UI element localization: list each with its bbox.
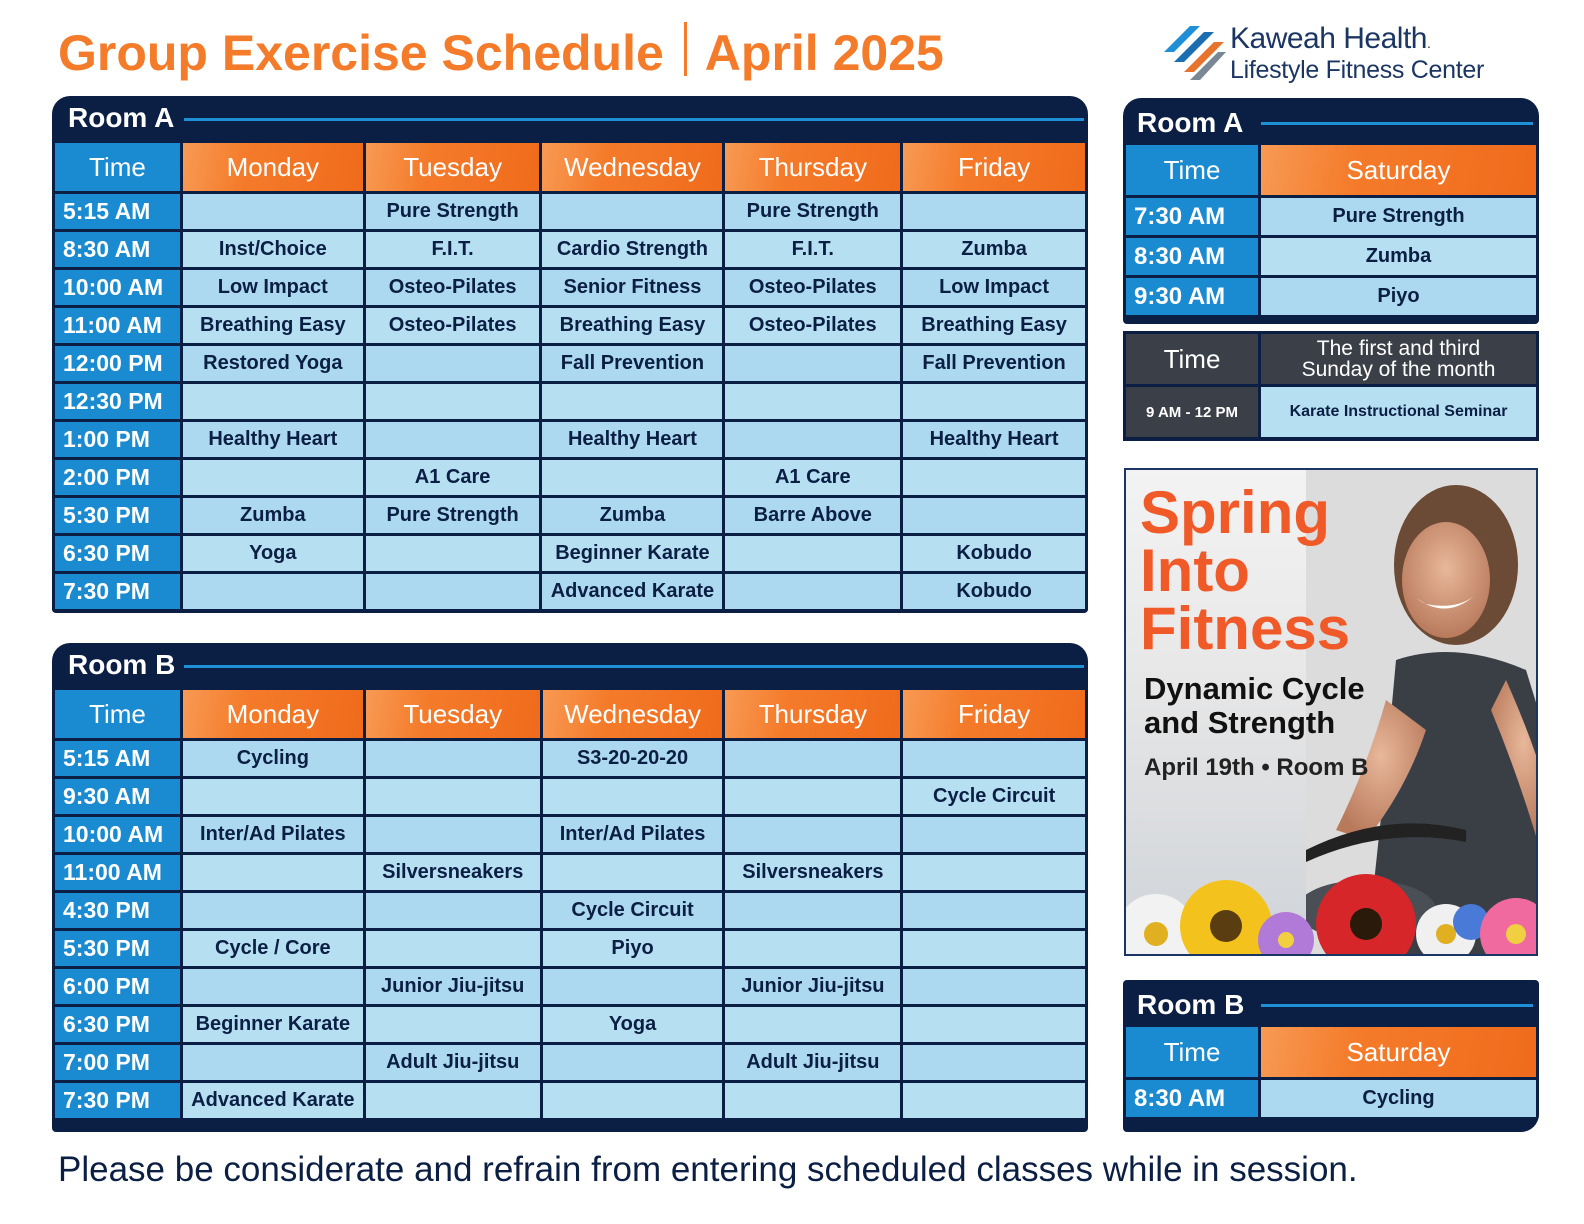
class-cell [725, 346, 900, 381]
room-b-saturday-title: Room B [1137, 989, 1245, 1020]
saturday-header: Saturday [1261, 145, 1536, 195]
class-cell: Cycle / Core [183, 931, 363, 966]
sunday-header-line1: The first and third [1316, 337, 1481, 360]
table-row [55, 741, 1085, 776]
kaweah-logo [1160, 22, 1510, 90]
class-cell: Cycling [1261, 1080, 1536, 1117]
room-b-saturday-table [1123, 1024, 1539, 1120]
class-cell [903, 1007, 1085, 1042]
class-cell [366, 1083, 540, 1118]
time-cell: 10:00 AM [55, 817, 180, 852]
class-cell: Barre Above [725, 498, 900, 533]
class-cell [903, 384, 1085, 419]
class-cell: Piyo [1261, 278, 1536, 315]
time-cell: 6:00 PM [55, 969, 180, 1004]
class-cell [725, 422, 900, 457]
table-row [55, 422, 1085, 457]
class-cell: Osteo-Pilates [366, 270, 540, 305]
class-cell [183, 779, 363, 814]
time-cell: 4:30 PM [55, 893, 180, 928]
class-cell: Fall Prevention [542, 346, 722, 381]
class-cell: Cardio Strength [542, 232, 722, 267]
promo-headline-line2: Into [1140, 537, 1250, 604]
class-cell: Advanced Karate [183, 1083, 363, 1118]
class-cell [366, 741, 540, 776]
class-cell: Osteo-Pilates [725, 270, 900, 305]
table-row [1126, 198, 1536, 235]
table-header-row [55, 143, 1085, 191]
sunday-special [1123, 331, 1539, 441]
class-cell [366, 779, 540, 814]
class-cell [903, 498, 1085, 533]
class-cell: Zumba [542, 498, 722, 533]
class-cell: Cycle Circuit [903, 779, 1085, 814]
class-cell: F.I.T. [725, 232, 900, 267]
class-cell: Osteo-Pilates [366, 308, 540, 343]
table-row [55, 308, 1085, 343]
time-header: Time [1126, 1027, 1258, 1077]
class-cell [543, 1083, 723, 1118]
class-cell: Beginner Karate [183, 1007, 363, 1042]
class-cell [543, 779, 723, 814]
day-header-thursday: Thursday [725, 143, 900, 191]
footer-note: Please be considerate and refrain from entering scheduled classes while in session. [58, 1150, 1358, 1189]
promo-subheadline [1144, 672, 1365, 740]
table-header-row [55, 690, 1085, 738]
header-rule [1261, 122, 1533, 125]
time-cell: 9:30 AM [1126, 278, 1258, 315]
time-cell: 7:30 PM [55, 1083, 180, 1118]
sunday-header-line2: Sunday of the month [1301, 358, 1496, 381]
class-cell: Zumba [183, 498, 363, 533]
class-cell: Yoga [543, 1007, 723, 1042]
table-row [55, 1083, 1085, 1118]
time-cell: 2:00 PM [55, 460, 180, 495]
class-cell: Kobudo [903, 536, 1085, 571]
time-cell: 7:30 AM [1126, 198, 1258, 235]
class-cell [725, 817, 900, 852]
room-a-header [52, 96, 1088, 140]
sunday-header [1261, 334, 1536, 384]
class-cell [903, 855, 1085, 890]
day-header-tuesday: Tuesday [366, 690, 540, 738]
time-cell: 9:30 AM [55, 779, 180, 814]
table-row [1126, 1080, 1536, 1117]
class-cell [725, 384, 900, 419]
class-cell: Senior Fitness [542, 270, 722, 305]
class-cell [903, 741, 1085, 776]
class-cell [725, 1007, 900, 1042]
table-row [55, 855, 1085, 890]
class-cell: Breathing Easy [542, 308, 722, 343]
class-cell [366, 1007, 540, 1042]
class-cell: Fall Prevention [903, 346, 1085, 381]
logo-stripes-icon [1160, 22, 1226, 82]
day-header-monday: Monday [183, 143, 363, 191]
flowers-image [1126, 864, 1538, 954]
class-cell [903, 194, 1085, 229]
time-header: Time [55, 690, 180, 738]
class-cell [366, 574, 540, 609]
day-header-monday: Monday [183, 690, 363, 738]
table-row [1126, 238, 1536, 275]
saturday-header: Saturday [1261, 1027, 1536, 1077]
table-row [55, 893, 1085, 928]
table-row [55, 194, 1085, 229]
table-row [55, 817, 1085, 852]
class-cell [183, 574, 363, 609]
room-a-saturday-header [1123, 98, 1539, 142]
room-b-saturday [1123, 980, 1539, 1132]
class-cell: Yoga [183, 536, 363, 571]
time-cell: 5:15 AM [55, 741, 180, 776]
logo-name: Kaweah Health. [1230, 22, 1431, 55]
day-header-wednesday: Wednesday [542, 143, 722, 191]
class-cell [725, 1083, 900, 1118]
class-cell: Adult Jiu-jitsu [366, 1045, 540, 1080]
sunday-class: Karate Instructional Seminar [1261, 387, 1536, 437]
class-cell: Osteo-Pilates [725, 308, 900, 343]
room-a-table [52, 140, 1088, 612]
table-row [55, 536, 1085, 571]
class-cell: Pure Strength [725, 194, 900, 229]
room-b-title: Room B [68, 649, 176, 680]
class-cell [543, 855, 723, 890]
time-cell: 7:00 PM [55, 1045, 180, 1080]
promo-headline-line3: Fitness [1140, 595, 1351, 662]
class-cell [542, 460, 722, 495]
class-cell [366, 893, 540, 928]
class-cell: A1 Care [725, 460, 900, 495]
class-cell: Silversneakers [725, 855, 900, 890]
time-cell: 6:30 PM [55, 1007, 180, 1042]
spring-fitness-promo [1124, 468, 1538, 956]
promo-detail: April 19th • Room B [1144, 754, 1369, 781]
class-cell: Kobudo [903, 574, 1085, 609]
promo-headline [1140, 479, 1351, 662]
class-cell [903, 931, 1085, 966]
class-cell [183, 460, 363, 495]
day-header-wednesday: Wednesday [543, 690, 723, 738]
class-cell [543, 1045, 723, 1080]
time-cell: 10:00 AM [55, 270, 180, 305]
class-cell: Breathing Easy [183, 308, 363, 343]
class-cell [903, 1083, 1085, 1118]
time-cell: 11:00 AM [55, 855, 180, 890]
time-cell: 1:00 PM [55, 422, 180, 457]
day-header-tuesday: Tuesday [366, 143, 540, 191]
class-cell [542, 384, 722, 419]
table-row [55, 1045, 1085, 1080]
class-cell [183, 384, 363, 419]
class-cell [366, 931, 540, 966]
class-cell: Inst/Choice [183, 232, 363, 267]
class-cell: Junior Jiu-jitsu [725, 969, 900, 1004]
time-cell: 8:30 AM [1126, 1080, 1258, 1117]
class-cell: Piyo [543, 931, 723, 966]
class-cell [183, 893, 363, 928]
day-header-friday: Friday [903, 690, 1085, 738]
class-cell: Beginner Karate [542, 536, 722, 571]
day-header-thursday: Thursday [725, 690, 900, 738]
class-cell: F.I.T. [366, 232, 540, 267]
class-cell [725, 893, 900, 928]
table-row [55, 931, 1085, 966]
time-cell: 11:00 AM [55, 308, 180, 343]
class-cell: Restored Yoga [183, 346, 363, 381]
class-cell [183, 855, 363, 890]
class-cell [366, 346, 540, 381]
class-cell: S3-20-20-20 [543, 741, 723, 776]
class-cell: Cycling [183, 741, 363, 776]
class-cell [366, 536, 540, 571]
class-cell [725, 931, 900, 966]
class-cell [542, 194, 722, 229]
class-cell: Adult Jiu-jitsu [725, 1045, 900, 1080]
class-cell: Zumba [1261, 238, 1536, 275]
time-cell: 5:30 PM [55, 498, 180, 533]
class-cell: Cycle Circuit [543, 893, 723, 928]
day-header-friday: Friday [903, 143, 1085, 191]
class-cell: Pure Strength [1261, 198, 1536, 235]
room-a-saturday-title: Room A [1137, 107, 1244, 138]
class-cell [543, 969, 723, 1004]
logo-subtitle: Lifestyle Fitness Center [1230, 56, 1485, 84]
promo-sub-line2: and Strength [1144, 705, 1336, 740]
header-rule [184, 665, 1084, 668]
class-cell: Healthy Heart [542, 422, 722, 457]
class-cell: Zumba [903, 232, 1085, 267]
room-a-saturday [1123, 98, 1539, 324]
class-cell [903, 1045, 1085, 1080]
header-rule [1261, 1004, 1533, 1007]
time-cell: 12:30 PM [55, 384, 180, 419]
title-month: April 2025 [704, 25, 944, 81]
page-title [58, 22, 944, 82]
class-cell [366, 384, 540, 419]
time-header: Time [1126, 334, 1258, 384]
room-a-title: Room A [68, 102, 175, 133]
class-cell [183, 969, 363, 1004]
class-cell [903, 893, 1085, 928]
room-b-schedule [52, 643, 1088, 1132]
time-cell: 8:30 AM [1126, 238, 1258, 275]
class-cell: Inter/Ad Pilates [183, 817, 363, 852]
class-cell [183, 1045, 363, 1080]
table-row [55, 460, 1085, 495]
class-cell: Breathing Easy [903, 308, 1085, 343]
class-cell: Healthy Heart [183, 422, 363, 457]
class-cell [903, 817, 1085, 852]
table-row [55, 384, 1085, 419]
room-a-saturday-table [1123, 142, 1539, 318]
class-cell: Healthy Heart [903, 422, 1085, 457]
time-header: Time [1126, 145, 1258, 195]
time-header: Time [55, 143, 180, 191]
time-cell: 8:30 AM [55, 232, 180, 267]
table-row [55, 498, 1085, 533]
sunday-special-table [1123, 331, 1539, 440]
room-b-saturday-header [1123, 980, 1539, 1024]
time-cell: 7:30 PM [55, 574, 180, 609]
table-row [55, 270, 1085, 305]
room-b-table [52, 687, 1088, 1121]
sunday-time: 9 AM - 12 PM [1126, 387, 1258, 437]
class-cell [903, 460, 1085, 495]
class-cell: Silversneakers [366, 855, 540, 890]
class-cell [183, 194, 363, 229]
class-cell [725, 574, 900, 609]
class-cell [725, 741, 900, 776]
class-cell: Pure Strength [366, 498, 540, 533]
table-row [55, 346, 1085, 381]
class-cell: Junior Jiu-jitsu [366, 969, 540, 1004]
class-cell [903, 969, 1085, 1004]
promo-headline-line1: Spring [1140, 479, 1330, 546]
class-cell: Low Impact [183, 270, 363, 305]
table-row [55, 232, 1085, 267]
time-cell: 5:30 PM [55, 931, 180, 966]
table-row [55, 969, 1085, 1004]
class-cell: Low Impact [903, 270, 1085, 305]
table-row [1126, 278, 1536, 315]
room-a-schedule [52, 96, 1088, 613]
time-cell: 12:00 PM [55, 346, 180, 381]
header-rule [184, 118, 1084, 121]
promo-sub-line1: Dynamic Cycle [1144, 671, 1365, 706]
class-cell: A1 Care [366, 460, 540, 495]
room-b-header [52, 643, 1088, 687]
table-row [55, 574, 1085, 609]
class-cell: Pure Strength [366, 194, 540, 229]
class-cell [725, 536, 900, 571]
class-cell: Advanced Karate [542, 574, 722, 609]
table-row [55, 779, 1085, 814]
class-cell [725, 779, 900, 814]
time-cell: 6:30 PM [55, 536, 180, 571]
time-cell: 5:15 AM [55, 194, 180, 229]
title-separator [684, 22, 687, 76]
class-cell [366, 422, 540, 457]
title-schedule: Group Exercise Schedule [58, 25, 664, 81]
class-cell [366, 817, 540, 852]
table-row [55, 1007, 1085, 1042]
class-cell: Inter/Ad Pilates [543, 817, 723, 852]
